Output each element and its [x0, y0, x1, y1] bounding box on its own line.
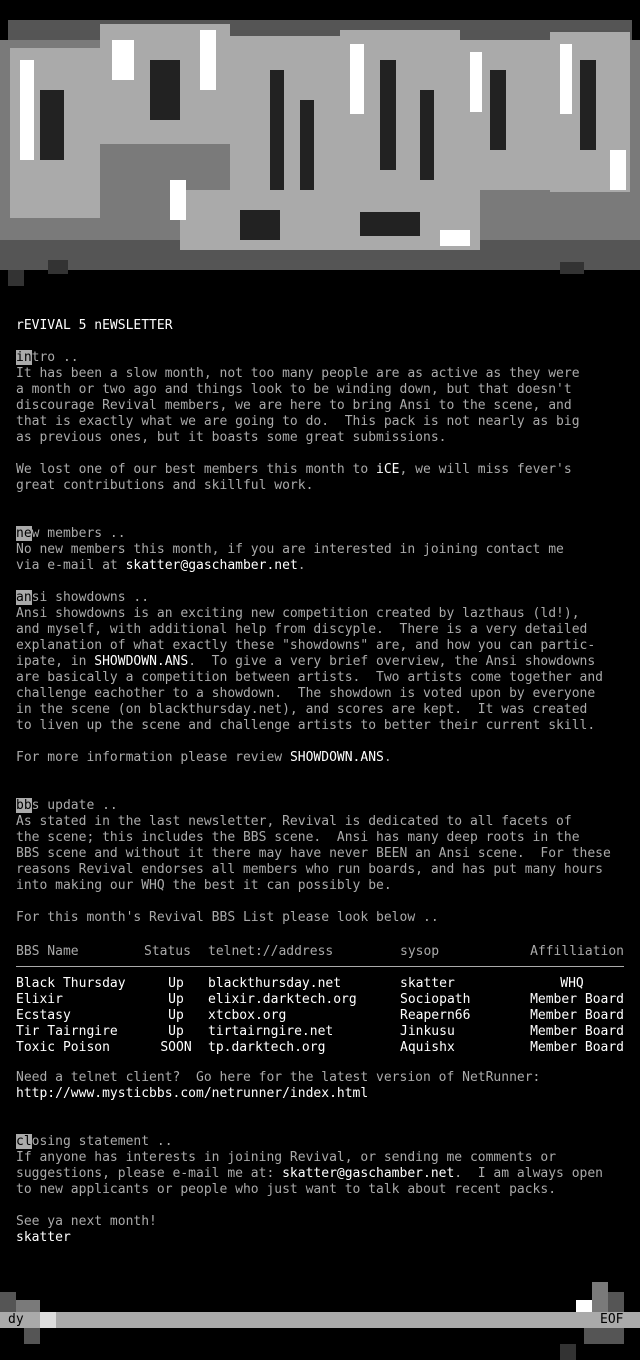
section-heading-bbs: bbs update ..	[16, 798, 118, 813]
bbs-body: As stated in the last newsletter, Revival is dedicated to all facets of the scene; this includes the BBS scene. Ansi has many deep roots in the BBS scene and without it there may have never BEEN an Ansi scene. For these reasons Revival endorses all members who run boards, and has put many hours into making our WHQ the best it can possibly be.	[16, 814, 611, 893]
footer-eof: EOF	[600, 1312, 624, 1327]
bbs-sysop: Jinkusu	[400, 1024, 455, 1039]
intro-lost-member: We lost one of our best members this month to iCE, we will miss fever's great contributions and skillful work.	[16, 462, 572, 493]
col-affiliation: Affilliation	[530, 944, 624, 959]
intro-body: It has been a slow month, not too many people are as active as they were a month or two ago and things look to be winding down, but that doesn't discourage Revival members, we are here to bring Ansi to the scene, and that is exactly what we are going to do. This pack is not nearly as big as previous ones, but it boasts some great submissions.	[16, 366, 580, 445]
email-link[interactable]: skatter@gaschamber.net	[125, 558, 298, 573]
bbs-address[interactable]: tirtairngire.net	[208, 1024, 334, 1039]
table-row	[16, 1008, 624, 1024]
col-name: BBS Name	[16, 944, 79, 959]
bbs-status: Up	[168, 976, 184, 991]
newsletter-title: rEVIVAL 5 nEWSLETTER	[16, 318, 173, 333]
table-row	[16, 992, 624, 1008]
showdown-file-ref: SHOWDOWN.ANS	[289, 750, 384, 765]
bbs-table-header	[16, 944, 624, 960]
bbs-affiliation: WHQ	[560, 976, 584, 991]
bbs-name: Black Thursday	[16, 976, 126, 991]
bbs-status: Up	[168, 992, 184, 1007]
bbs-affiliation: Member Board	[530, 1040, 624, 1055]
bbs-address[interactable]: xtcbox.org	[208, 1008, 287, 1023]
bbs-name: Elixir	[16, 992, 63, 1007]
footer-art	[0, 1276, 640, 1360]
bbs-affiliation: Member Board	[530, 1008, 624, 1023]
bbs-sysop: Sociopath	[400, 992, 471, 1007]
table-divider	[16, 966, 624, 967]
showdowns-body: Ansi showdowns is an exciting new competition created by lazthaus (ld!), and myself, with additional help from discyple. There is a very detailed explanation of what exactly these "showdowns" are, and how you can partic- ipate, in SHOWDOWN.ANS. To give a very brief overview, the Ansi showdowns are basically a competition between artists. Two artists come together and challenge eachother to a showdown. The showdown is voted upon by everyone in the scene (on blackthursday.net), and scores are kept. It was created to liven up the scene and challenge artists to better their current skill.	[16, 606, 603, 733]
telnet-client-text: Need a telnet client? Go here for the latest version of NetRunner:	[16, 1070, 541, 1085]
showdown-file: SHOWDOWN.ANS	[94, 654, 189, 669]
signature: skatter	[16, 1230, 71, 1245]
table-row	[16, 976, 624, 992]
col-status: Status	[144, 944, 191, 959]
bbs-address[interactable]: blackthursday.net	[208, 976, 342, 991]
col-address: telnet://address	[208, 944, 334, 959]
section-heading-new-members: new members ..	[16, 526, 126, 541]
bbs-status: Up	[168, 1008, 184, 1023]
bbs-affiliation: Member Board	[530, 1024, 624, 1039]
section-heading-closing: closing statement ..	[16, 1134, 173, 1149]
bbs-status: SOON	[160, 1040, 192, 1055]
bbs-sysop: Aquishx	[400, 1040, 455, 1055]
new-members-body: No new members this month, if you are interested in joining contact me via e-mail at skatter@gaschamber.net.	[16, 542, 564, 573]
bbs-sysop: Reapern66	[400, 1008, 471, 1023]
revival-logo-art	[0, 0, 640, 300]
bbs-name: Tir Tairngire	[16, 1024, 118, 1039]
section-heading-intro: intro ..	[16, 350, 79, 365]
footer-left-tag: dy	[8, 1312, 24, 1327]
signoff: See ya next month!	[16, 1214, 157, 1229]
bbs-list-intro: For this month's Revival BBS List please look below ..	[16, 910, 439, 925]
bbs-table	[16, 944, 624, 1056]
col-sysop: sysop	[400, 944, 440, 959]
bbs-affiliation: Member Board	[530, 992, 624, 1007]
netrunner-link[interactable]: http://www.mysticbbs.com/netrunner/index.html	[16, 1086, 369, 1101]
bbs-address[interactable]: tp.darktech.org	[208, 1040, 326, 1055]
closing-email-link[interactable]: skatter@gaschamber.net	[282, 1166, 455, 1181]
table-row	[16, 1040, 624, 1056]
section-heading-showdowns: ansi showdowns ..	[16, 590, 150, 605]
showdowns-more: For more information please review SHOWDOWN.ANS.	[16, 750, 392, 765]
bbs-name: Toxic Poison	[16, 1040, 110, 1055]
table-row	[16, 1024, 624, 1040]
closing-body: If anyone has interests in joining Revival, or sending me comments or suggestions, please e-mail me at: skatter@gaschamber.net. I am always open to new applicants or people who just want to talk about recent packs.	[16, 1150, 604, 1197]
bbs-status: Up	[168, 1024, 184, 1039]
bbs-address[interactable]: elixir.darktech.org	[208, 992, 357, 1007]
bbs-name: Ecstasy	[16, 1008, 71, 1023]
bbs-sysop: skatter	[400, 976, 455, 991]
